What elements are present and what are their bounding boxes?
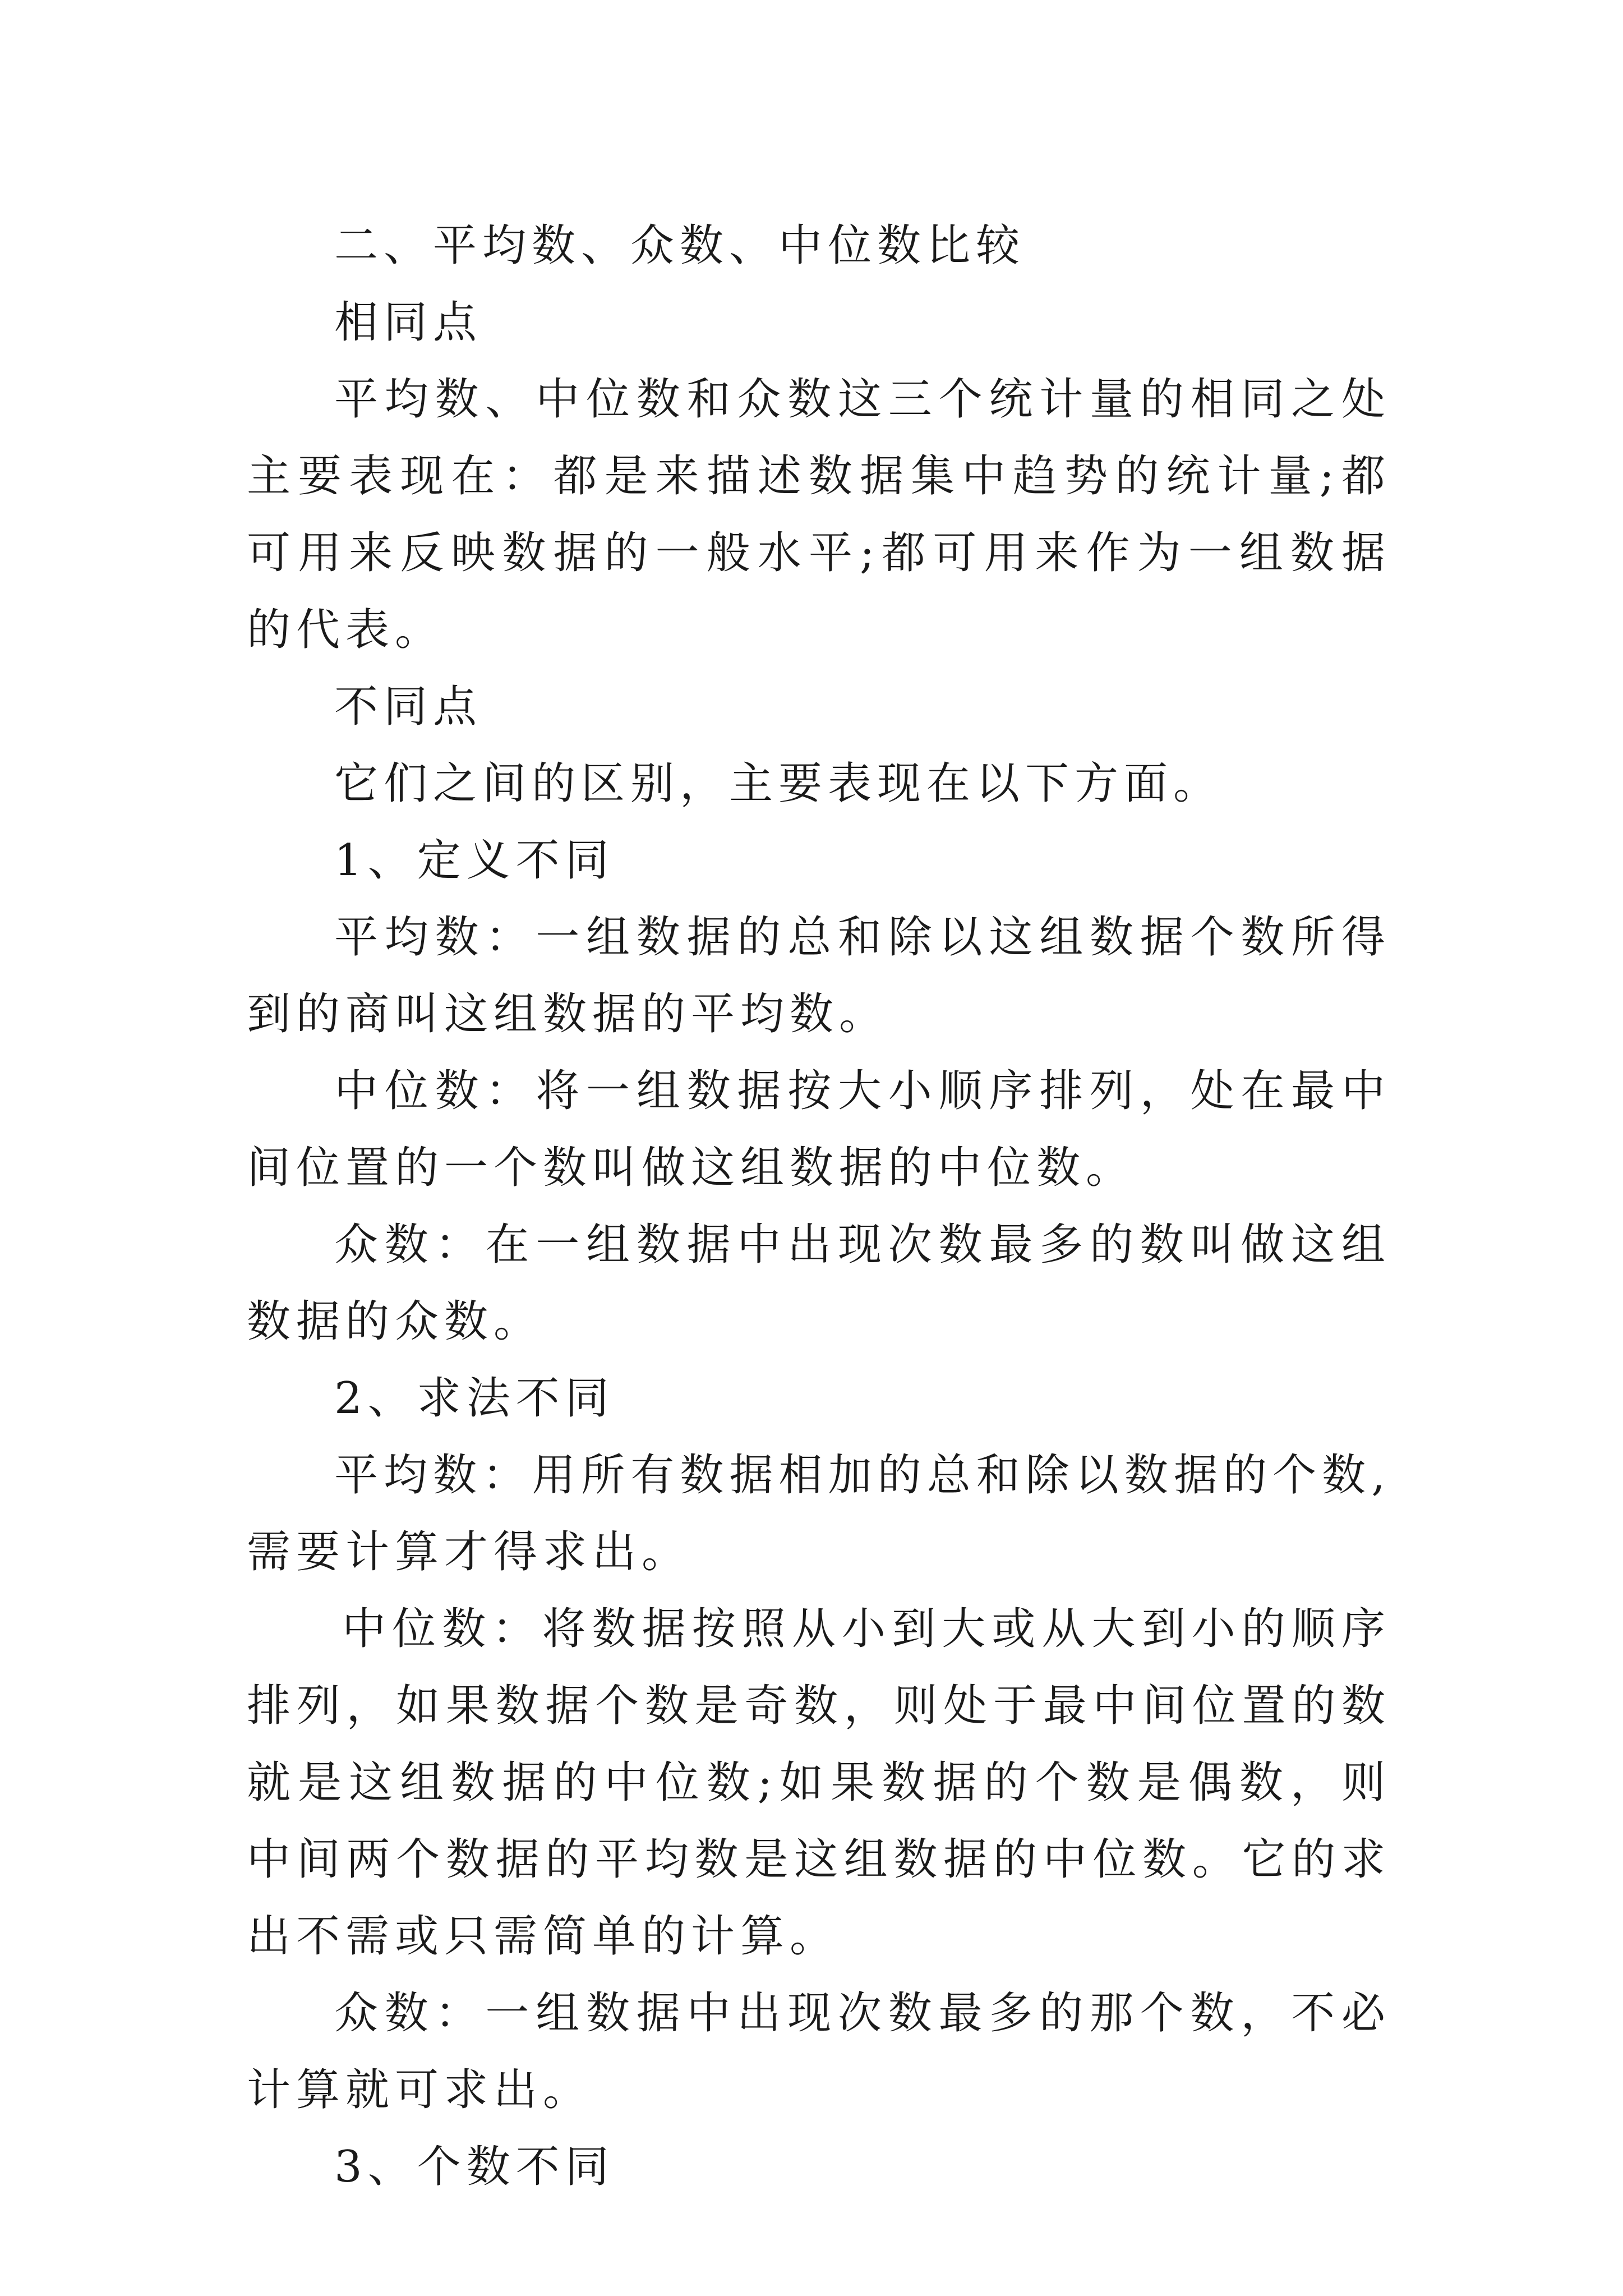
paragraph-similarities: 平均数、中位数和众数这三个统计量的相同之处主要表现在：都是来描述数据集中趋势的统计量;都可用来反映数据的一般水平;都可用来作为一组数据的代表。	[247, 374, 1391, 655]
paragraph-mean-method: 平均数：用所有数据相加的总和除以数据的个数,需要计算才得求出。	[247, 1450, 1391, 1577]
paragraph-mode-method: 众数：一组数据中出现次数最多的那个数，不必计算就可求出。	[247, 1988, 1391, 2115]
numbered-heading-method: 2、求法不同	[334, 1373, 615, 1424]
paragraph-differences-intro: 它们之间的区别，主要表现在以下方面。	[334, 758, 1223, 809]
subheading-similarities: 相同点	[334, 297, 483, 348]
numbered-heading-count: 3、个数不同	[334, 2142, 615, 2192]
paragraph-mean-definition: 平均数：一组数据的总和除以这组数据个数所得到的商叫这组数据的平均数。	[247, 912, 1391, 1039]
paragraph-median-definition: 中位数：将一组数据按大小顺序排列，处在最中间位置的一个数叫做这组数据的中位数。	[247, 1066, 1391, 1193]
paragraph-mode-definition: 众数：在一组数据中出现次数最多的数叫做这组数据的众数。	[247, 1220, 1391, 1347]
section-heading: 二、平均数、众数、中位数比较	[334, 220, 1026, 271]
paragraph-median-method: 中位数：将数据按照从小到大或从大到小的顺序排列，如果数据个数是奇数，则处于最中间位置的数就是这组数据的中位数;如果数据的个数是偶数，则中间两个数据的平均数是这组数据的中位数。它的求出不需或只需简单的计算。	[247, 1604, 1391, 1962]
document-body	[247, 208, 1391, 2206]
numbered-heading-definition: 1、定义不同	[334, 835, 615, 886]
subheading-differences: 不同点	[334, 682, 483, 732]
